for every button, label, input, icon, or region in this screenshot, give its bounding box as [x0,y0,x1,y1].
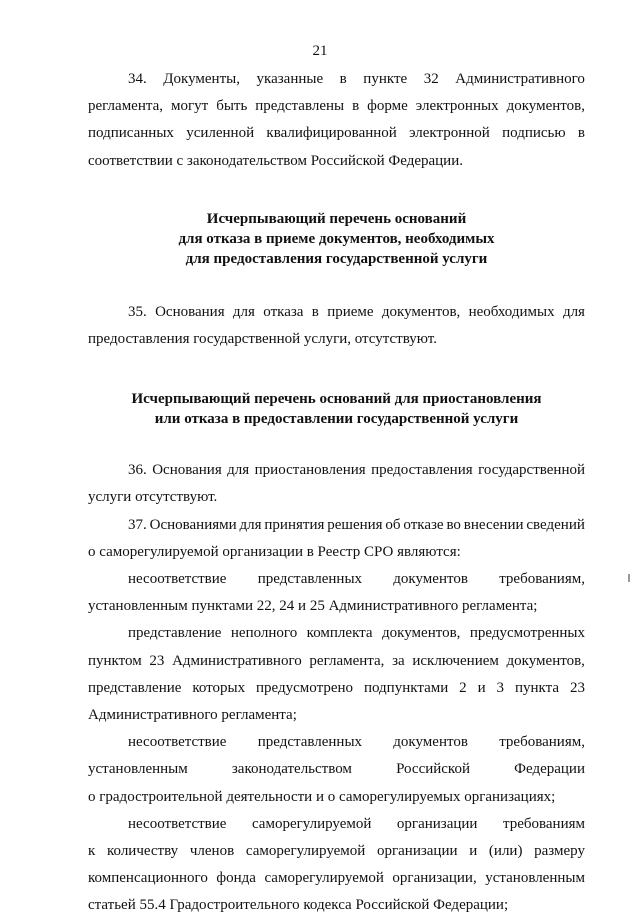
text-line: 34. Документы, указанные в пункте 32 Административного [128,71,585,87]
text-line: к количеству членов саморегулируемой организации и (или) размеру [88,843,585,860]
section-heading-refusal-acceptance: Исчерпывающий перечень оснований для отказа в приеме документов, необходимых для предоставления государственной услуги [178,210,495,267]
list-item-grounds-2 [88,620,585,729]
page-number: 21 [312,43,328,59]
text-line: о градостроительной деятельности и о саморегулируемых организациях; [88,788,556,805]
text-line: услуги отсутствуют. [88,489,218,506]
text-line: пунктом 23 Административного регламента, за исключением документов, [88,652,585,669]
paragraph-35 [88,299,585,353]
text-line: несоответствие представленных документов требованиям, [128,571,585,588]
list-item-grounds-3 [88,729,585,811]
section-heading-suspension-refusal: Исчерпывающий перечень оснований для приостановления или отказа в предоставлении государственной услуги [131,391,542,428]
text-line: представление неполного комплекта документов, предусмотренных [128,625,585,642]
list-item-grounds-4 [88,811,585,920]
text-line: несоответствие саморегулируемой организации требованиям [128,815,585,832]
list-item-grounds-1 [88,566,585,620]
text-line: о саморегулируемой организации в Реестр СРО являются: [88,543,461,560]
paragraph-36 [88,457,585,511]
scan-mark [628,574,630,582]
text-line: 36. Основания для приостановления предоставления государственной [128,462,585,479]
paragraph-34 [88,66,585,175]
text-line: Административного регламента; [88,707,297,724]
text-line: 37. Основаниями для принятия решения об отказе во внесении сведений [128,516,585,533]
text-line: подписанных усиленной квалифицированной электронной подписью в [88,125,585,142]
text-line: несоответствие представленных документов требованиям, [128,734,585,751]
text-line: регламента, могут быть представлены в форме электронных документов, [88,98,585,115]
text-line: представление которых предусмотрено подпунктами 2 и 3 пункта 23 [88,679,585,696]
text-line: предоставления государственной услуги, отсутствуют. [88,331,437,348]
text-line: установленным пунктами 22, 24 и 25 Административного регламента; [88,598,538,615]
text-line: соответствии с законодательством Российской Федерации. [88,152,463,169]
document-body [88,66,585,920]
text-line: статьей 55.4 Градостроительного кодекса Российской Федерации; [88,897,509,914]
text-line: 35. Основания для отказа в приеме документов, необходимых для [128,303,585,320]
text-line: установленным законодательством Российской Федерации [88,761,585,778]
text-line: компенсационного фонда саморегулируемой организации, установленным [88,870,585,887]
paragraph-37 [88,512,585,566]
